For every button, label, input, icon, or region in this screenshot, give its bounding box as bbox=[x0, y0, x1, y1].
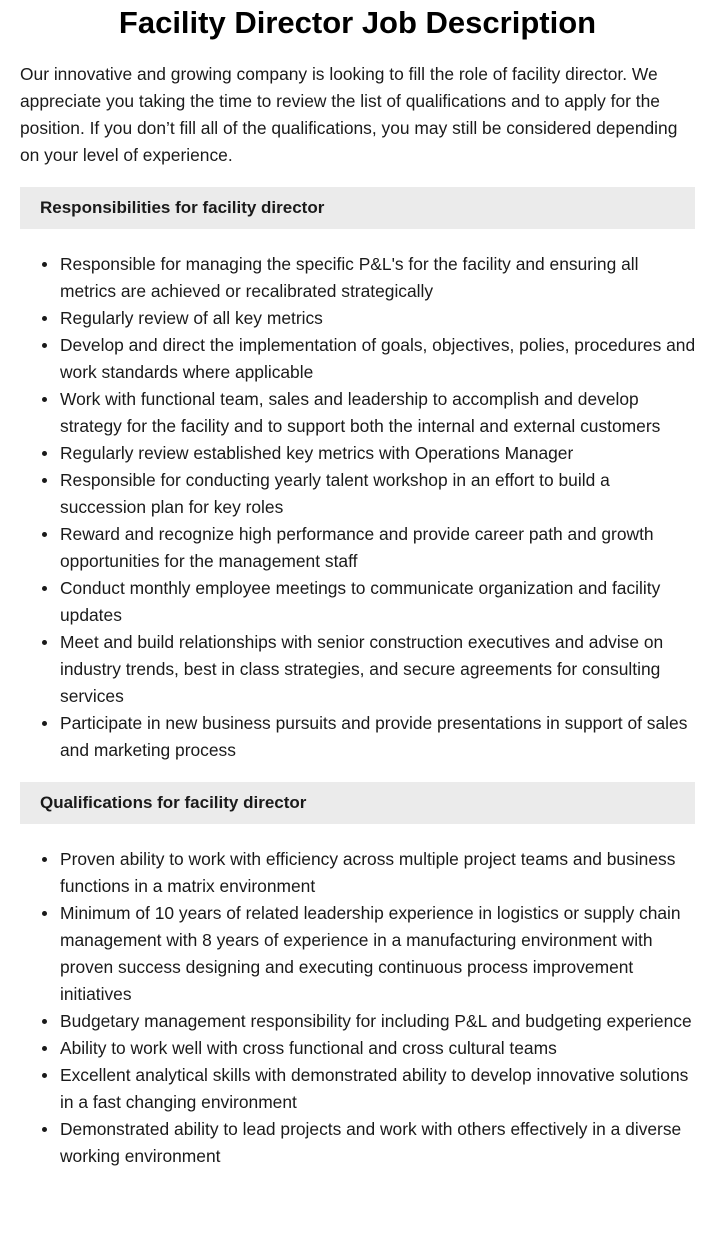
list-item bbox=[60, 710, 696, 764]
list-item-text: Reward and recognize high performance and provide career path and growth opportunities for the management staff bbox=[60, 524, 654, 571]
bullet-icon bbox=[42, 478, 47, 483]
bullet-icon bbox=[42, 1019, 47, 1024]
list-item bbox=[60, 440, 696, 467]
bullet-icon bbox=[42, 1073, 47, 1078]
list-item-text: Conduct monthly employee meetings to communicate organization and facility updates bbox=[60, 578, 661, 625]
bullet-icon bbox=[42, 911, 47, 916]
bullet-icon bbox=[42, 640, 47, 645]
list-item-text: Proven ability to work with efficiency across multiple project teams and business functions in a matrix environment bbox=[60, 849, 676, 896]
list-item-text: Demonstrated ability to lead projects and work with others effectively in a diverse working environment bbox=[60, 1119, 682, 1166]
list-item-text: Ability to work well with cross functional and cross cultural teams bbox=[60, 1038, 557, 1058]
bullet-icon bbox=[42, 1046, 47, 1051]
list-item-text: Excellent analytical skills with demonstrated ability to develop innovative solutions in a fast changing environment bbox=[60, 1065, 689, 1112]
page-title: Facility Director Job Description bbox=[118, 5, 597, 40]
list-item bbox=[60, 900, 696, 1008]
intro-paragraph: Our innovative and growing company is looking to fill the role of facility director. We appreciate you taking the time to review the list of qualifications and to apply for the position. If you don’t fill all of the qualifications, you may still be considered depending on your level of experience. bbox=[20, 64, 678, 165]
list-item bbox=[60, 1116, 696, 1170]
bullet-icon bbox=[42, 721, 47, 726]
bullet-icon bbox=[42, 532, 47, 537]
list-item bbox=[60, 575, 696, 629]
list-item bbox=[60, 1035, 696, 1062]
qualifications-list bbox=[20, 846, 695, 1170]
bullet-icon bbox=[42, 316, 47, 321]
qualifications-heading: Qualifications for facility director bbox=[20, 782, 695, 824]
list-item-text: Minimum of 10 years of related leadership experience in logistics or supply chain management with 8 years of experience in a manufacturing environment with proven success designing and executing continuous process improvement initiatives bbox=[60, 903, 681, 1004]
bullet-icon bbox=[42, 1127, 47, 1132]
bullet-icon bbox=[42, 857, 47, 862]
list-item-text: Meet and build relationships with senior construction executives and advise on industry trends, best in class strategies, and secure agreements for consulting services bbox=[60, 632, 664, 706]
list-item bbox=[60, 1008, 696, 1035]
list-item bbox=[60, 1062, 696, 1116]
list-item bbox=[60, 521, 696, 575]
bullet-icon bbox=[42, 586, 47, 591]
list-item-text: Work with functional team, sales and leadership to accomplish and develop strategy for the facility and to support both the internal and external customers bbox=[60, 389, 661, 436]
bullet-icon bbox=[42, 397, 47, 402]
list-item-text: Regularly review established key metrics with Operations Manager bbox=[60, 443, 574, 463]
list-item-text: Responsible for conducting yearly talent workshop in an effort to build a succession plan for key roles bbox=[60, 470, 610, 517]
list-item-text: Responsible for managing the specific P&L's for the facility and ensuring all metrics are achieved or recalibrated strategically bbox=[60, 254, 639, 301]
list-item bbox=[60, 629, 696, 710]
list-item-text: Develop and direct the implementation of goals, objectives, polies, procedures and work standards where applicable bbox=[60, 335, 696, 382]
bullet-icon bbox=[42, 262, 47, 267]
list-item-text: Regularly review of all key metrics bbox=[60, 308, 323, 328]
list-item bbox=[60, 251, 696, 305]
responsibilities-heading: Responsibilities for facility director bbox=[20, 187, 695, 229]
list-item bbox=[60, 846, 696, 900]
list-item bbox=[60, 332, 696, 386]
bullet-icon bbox=[42, 451, 47, 456]
list-item-text: Participate in new business pursuits and provide presentations in support of sales and marketing process bbox=[60, 713, 688, 760]
list-item bbox=[60, 467, 696, 521]
list-item bbox=[60, 305, 696, 332]
responsibilities-list bbox=[20, 251, 695, 764]
list-item-text: Budgetary management responsibility for including P&L and budgeting experience bbox=[60, 1011, 692, 1031]
list-item bbox=[60, 386, 696, 440]
bullet-icon bbox=[42, 343, 47, 348]
